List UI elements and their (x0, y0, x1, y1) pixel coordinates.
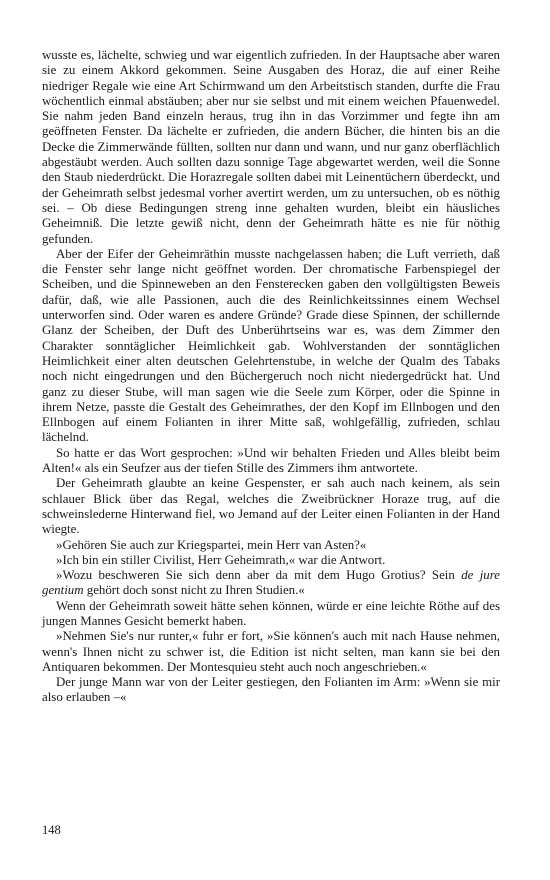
text-run: gehört doch sonst nicht zu Ihren Studien.« (83, 583, 305, 598)
text-run: »Wozu beschweren Sie sich denn aber da mit dem Hugo Grotius? Sein (56, 568, 462, 583)
paragraph: Wenn der Geheimrath soweit hätte sehen können, würde er eine leichte Röthe auf des jungen Mannes Gesicht bemerkt haben. (42, 598, 500, 628)
paragraph: »Ich bin ein stiller Civilist, Herr Geheimrath,« war die Antwort. (56, 552, 386, 567)
paragraph-grotius (42, 568, 500, 599)
paragraph: Der Geheimrath glaubte an keine Gespenster, er sah auch nach keinem, als sein schlauer Blick über das Regal, welches die Zweibrückner Horaze trug, auf die schweinslederne Hinterwand fiel, wo Jemand auf der Leiter einen Folianten in der Hand wiegte. (42, 476, 500, 537)
paragraph: Aber der Eifer der Geheimräthin musste nachgelassen haben; die Luft verrieth, daß die Fenster sehr lange nicht geöffnet worden. Der chromatische Farbenspiegel der Scheiben, und die Spinneweben an den Fensterecken gaben den vollgültigsten Beweis dafür, daß, wie alle Passionen, auch die des Reinlichkeitssinnes einem Wechsel unterworfen sind. Oder waren es andere Gründe? Grade diese Spinnen, der schillernde Glanz der Scheiben, der Duft des Unberührtseins war es, was dem Zimmer den Charakter sonntäglicher Heimlichkeit gab. Wohlverstanden der sonntäglichen Heimlichkeit einer alten deutschen Gelehrtenstube, in welche der Qualm des Tabaks noch nicht eingedrungen und den Büchergeruch noch nicht niedergedrückt hat. Und ganz zu dieser Stube, will man sagen wie die Seele zum Körper, oder die Spinne in ihrem Netze, passte die Gestalt des Geheimrathes, der den Kopf im Ellnbogen und den Ellnbogen auf einem Folianten in ihrer Mitte saß, wohlgefällig, zufrieden, schlau lächelnd. (42, 246, 500, 445)
paragraph: Der junge Mann war von der Leiter gestiegen, den Folianten im Arm: »Wenn sie mir also erlauben –« (42, 675, 500, 705)
paragraph: »Nehmen Sie's nur runter,« fuhr er fort, »Sie können's auch mit nach Hause nehmen, wenn's Ihnen nicht zu schwer ist, die Edition ist nicht selten, man kann sie bei den Antiquaren bekommen. Der Montesquieu steht auch noch angeschrieben.« (42, 629, 500, 674)
body-text (42, 48, 500, 706)
italic-title: de jure gentium (42, 568, 500, 598)
paragraph: wusste es, lächelte, schwieg und war eigentlich zufrieden. In der Hauptsache aber waren sie zu einem Akkord gekommen. Seine Ausgaben des Horaz, die auf einer Reihe niedriger Regale wie eine Art Schirmwand um den Arbeitstisch standen, durfte die Frau wöchentlich einmal abstäuben; aber nur sie selbst und mit einem weichen Pfauenwedel. Sie nahm jeden Band einzeln heraus, trug ihn in das Vorzimmer und fegte ihn am geöffneten Fenster. Da lächelte er zufrieden, die andern Bücher, die hinten bis an die Decke die Zimmerwände füllten, sollten nur dann und wann, und nur ganz oberflächlich abgestäubt werden. Auch sollten dazu sonnige Tage abgewartet werden, weil die Sonne den Staub niederdrückt. Die Horazregale sollten dabei mit Leinentüchern überdeckt, und der Geheimrath selbst jedesmal vorher avertirt werden, um zu untersuchen, ob es nöthig sei. – Ob diese Bedingungen streng inne gehalten wurden, bleibt ein häusliches Geheimniß. Die letzte gewiß nicht, denn der Geheimrath hätte es nie für nöthig gefunden. (42, 48, 500, 246)
paragraph: »Gehören Sie auch zur Kriegspartei, mein Herr van Asten?« (56, 537, 367, 552)
page-number: 148 (42, 823, 61, 837)
paragraph: So hatte er das Wort gesprochen: »Und wir behalten Frieden und Alles bleibt beim Alten!« als ein Seufzer aus der tiefen Stille des Zimmers ihm antwortete. (42, 445, 500, 476)
